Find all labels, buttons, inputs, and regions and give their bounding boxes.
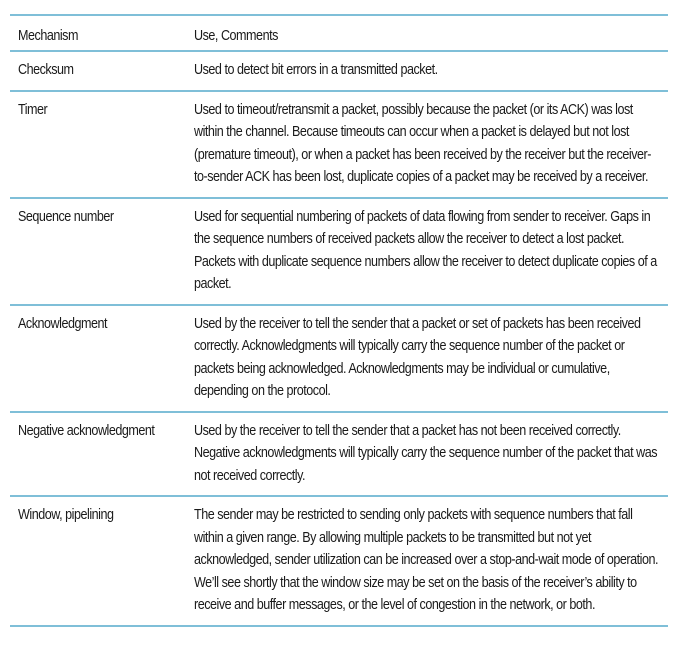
header-use-comments: Use, Comments: [194, 28, 278, 44]
table-header-row: [10, 16, 668, 50]
table-row: [10, 52, 668, 90]
row-use: Used by the receiver to tell the sender that a packet has not been received correctly. Negative acknowledgments will typically carry the sequence number of the packet that was not received correctly.: [194, 422, 658, 484]
row-use: Used by the receiver to tell the sender that a packet or set of packets has been received correctly. Acknowledgments will typically carry the sequence number of the packet or packets being acknowledged. Acknowledgments may be individual or cumulative, depending on the protocol.: [194, 315, 641, 399]
row-mechanism: Window, pipelining: [18, 507, 114, 523]
row-mechanism: Timer: [18, 101, 48, 118]
row-mechanism: Checksum: [18, 62, 74, 78]
table-bottom-rule: [10, 625, 668, 627]
row-use: Used to detect bit errors in a transmitted packet.: [194, 62, 438, 78]
table-row: [10, 306, 668, 411]
row-mechanism: Sequence number: [18, 208, 114, 225]
row-mechanism: Negative acknowledgment: [18, 422, 155, 439]
table-row: [10, 413, 668, 496]
row-use: Used to timeout/retransmit a packet, possibly because the packet (or its ACK) was lost within the channel. Because timeouts can occur when a packet is delayed but not lost (premature timeout), or when a packet has been received by the receiver but the receiver-to-sender ACK has been lost, duplicate copies of a packet may be received by a receiver.: [194, 101, 651, 185]
table-row: [10, 497, 668, 625]
header-mechanism: Mechanism: [18, 28, 78, 44]
table-row: [10, 199, 668, 304]
row-use: The sender may be restricted to sending only packets with sequence numbers that fall within a given range. By allowing multiple packets to be transmitted but not yet acknowledged, sender utilization can be increased over a stop-and-wait mode of operation. We’ll see shortly that the window size may be set on the basis of the receiver’s ability to receive and buffer messages, or the level of congestion in the network, or both.: [194, 507, 658, 613]
table-row: [10, 92, 668, 197]
row-use: Used for sequential numbering of packets of data flowing from sender to receiver. Gaps in the sequence numbers of received packets allow the receiver to detect a lost packet. Packets with duplicate sequence numbers allow the receiver to detect duplicate copies of a packet.: [194, 208, 657, 292]
row-mechanism: Acknowledgment: [18, 315, 108, 332]
mechanisms-table: [10, 14, 668, 627]
